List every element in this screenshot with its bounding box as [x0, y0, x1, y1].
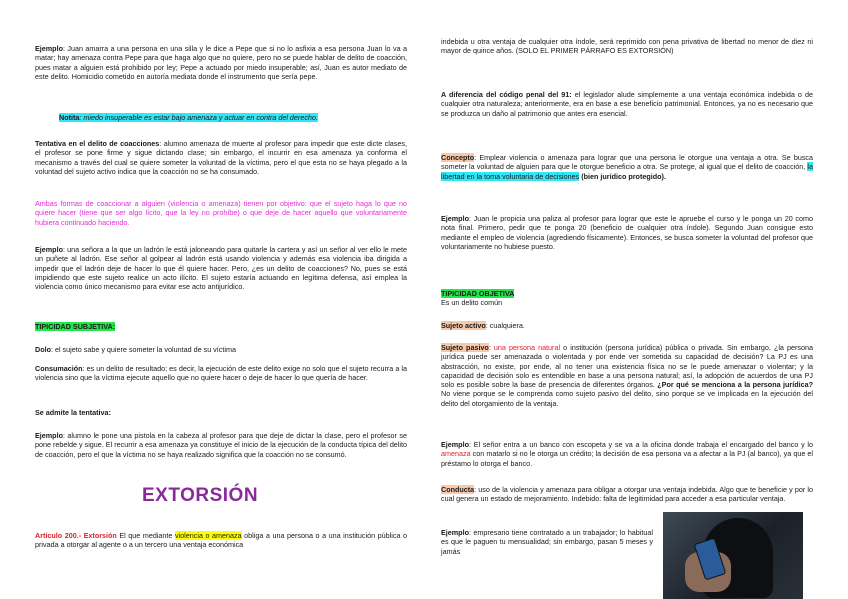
label: Tentativa en el delito de coacciones [35, 139, 160, 148]
paragraph-banco [441, 440, 813, 468]
label: Notita [59, 113, 80, 122]
text: : Emplear violencia o amenaza para lograr que una persona le otorgue una ventaja a otra. Se busca someter la voluntad de alguien para que le otorgue beneficio a otra. Se protege, al igual que el delito de coacción, [441, 153, 813, 172]
text: : miedo insuperable es estar bajo amenaza y actuar en contra del derecho. [79, 113, 318, 122]
text: : El señor entra a un banco con escopeta y se va a la oficina donde trabaja el encargado del banco y lo [468, 440, 813, 449]
paragraph-articulo-200 [35, 531, 407, 550]
label: Ejemplo [35, 44, 63, 53]
text: : cualquiera. [485, 321, 525, 330]
label: Ejemplo [35, 431, 63, 440]
text: El que mediante [116, 531, 175, 540]
label: Concepto [441, 153, 475, 162]
hooded-person-phone-photo [663, 512, 803, 599]
label: Artículo 200.- Extorsión [35, 531, 117, 540]
paragraph-ambas-formas: Ambas formas de coaccionar a alguien (violencia o amenaza) tienen por objetivo: que el sujeto haga lo que no quiere hacer (tiene que ser algo lícito, que la ley no prohíbe) o que deje de hacer aquello que voluntariamente hubiera continuado haciendo. [35, 199, 407, 227]
section-title-extorsion: EXTORSIÓN [142, 485, 259, 506]
paragraph-empresario [441, 528, 653, 556]
paragraph-pistola [35, 431, 407, 459]
paragraph-concepto [441, 153, 813, 181]
text-2: o institución (persona jurídica) pública o privada. Sin embargo, ¿la persona jurídica puede ser amenazada o violentada y por ende ver sometida su capacidad de decisión? La PJ es una abstracción, no existe, por ende, al no tener una existencia física no se le puede amenazar o violentar; y la capacidad de decisión solo es entendible en base a una persona natural; así, la adopción de acuerdos de una PJ solo es posible sobre la base de presencia de diferentes órganos. [441, 343, 813, 390]
paragraph-juan-pepe [35, 44, 407, 81]
paragraph-conducta [441, 485, 813, 504]
text: : [488, 343, 494, 352]
note-miedo [59, 113, 407, 122]
label: Ejemplo [441, 528, 469, 537]
label: Ejemplo [35, 245, 63, 254]
highlight: la libertad en la toma voluntaria de decisiones [441, 162, 813, 181]
text: : el sujeto sabe y quiere someter la voluntad de su víctima [50, 345, 236, 354]
text-2: (bien jurídico protegido). [579, 171, 666, 181]
paragraph-sujeto-activo [441, 321, 813, 330]
text-delito-comun: Es un delito común [441, 298, 503, 307]
text: el legislador alude simplemente a una ventaja económica indebida o de cualquier otra naturaleza; anteriormente, era en base a ese beneficio patrimonial. Entonces, ya no es necesario que se produzca un daño al patrimonio que antes era esencial. [441, 90, 813, 118]
label: Ejemplo [441, 440, 469, 449]
heading-se-admite-tentativa: Se admite la tentativa: [35, 408, 111, 417]
text: : Juan le propicia una paliza al profesor para lograr que este le apruebe el curso y le ponga un 20 como nota final. Primero, pedir que te ponga 20 (beneficio de cualquier otra índole). Segundo Juan consigue esto mediante el empleo de violencia (agrediendo físicamente). Entonces, se busca someter la voluntad del profesor que voluntariamente no hubiese puesto. [441, 214, 813, 251]
text: : empresario tiene contratado a un trabajador; lo habitual es que le paguen tu mensualidad; sin embargo, pasan 5 meses y jamás [441, 528, 653, 556]
text-2: con matarlo si no le otorga un crédito; la decisión de esa persona va a afectar a la PJ (al banco), ya que el préstamo lo otorga el banco. [441, 449, 813, 468]
label: Dolo [35, 345, 51, 354]
text-2: obliga a una persona o a una institución pública o privada a otorgar al agente o a un tercero una ventaja económica [35, 531, 407, 550]
highlight: violencia o amenaza [174, 531, 242, 540]
red-text: una persona natural [493, 343, 561, 352]
label: Sujeto activo [441, 321, 486, 330]
text: : alumno le pone una pistola en la cabeza al profesor para que deje de dictar la clase, pero el profesor se pone rebelde y sigue. El recurrir a esa amenaza ya constituye el inicio de la ejecución de la conducta típica del delito de coacción, pero el que la víctima no se haya realizado significa que la coacción no se consumó. [35, 431, 407, 459]
text: : uso de la violencia y amenaza para obligar a otorgar una ventaja indebida. Algo que te beneficie y por lo cual genera un estado de mejoramiento. Indebido: falta de legitimidad para acceder a esa particular ventaja. [441, 485, 813, 504]
paragraph-senora-ladron [35, 245, 407, 291]
label: A diferencia del código penal del 91: [441, 90, 572, 99]
text: : una señora a la que un ladrón le está jaloneando para quitarle la cartera y así un señor al ver ello le mete un puñete al ladrón. Ese señor al golpear al ladrón está usando violencia y además esa violencia iba dirigida a impedir que el ladrón deje de hacer lo que él quiere hacer. Pero, ¿es un delito de coacciones? No, pues se está impidiendo que este sujeto realice un acto ilícito. El sujeto estaría actuando en legítima defensa, así emplea la violencia como único mecanismo para evitar ese acto antijurídico. [35, 245, 407, 292]
paragraph-juan-paliza [441, 214, 813, 251]
heading-tipicidad-objetiva: TIPICIDAD OBJETIVA [441, 289, 515, 298]
paragraph-dolo [35, 345, 407, 354]
paragraph-tentativa-coacciones [35, 139, 407, 176]
text: : alumno amenaza de muerte al profesor para impedir que este dicte clases, el profesor se pone firme y sigue dictando clase; sin embargo, el incurrir en esa amenaza ya conforma el mecanismo a través del cual se quiere someter la voluntad de la víctima, pero el que esta no se haya plegado a la voluntad del sujeto activo indica que la coacción no se ha consumado. [35, 139, 407, 176]
paragraph-codigo-91 [441, 90, 813, 118]
text: : es un delito de resultado; es decir, la ejecución de este delito exige no solo que el sujeto recurra a la violencia sino que la víctima ejecute aquello que no quiere hacer o deje de hacer lo que quería de hacer. [35, 364, 407, 383]
text-3: No viene porque se le comprenda como sujeto pasivo del delito, sino porque se ve implicada en la ejecución del delito del otorgamiento de la ventaja. [441, 389, 813, 408]
paragraph-consumacion [35, 364, 407, 383]
label: Conducta [441, 485, 475, 494]
heading-tipicidad-subjetiva: TIPICIDAD SUBJETIVA: [35, 322, 116, 331]
text: : Juan amarra a una persona en una silla y le dice a Pepe que si no lo asfixia a esa persona Juan lo va a matar; hay amenaza contra Pepe para que haga algo que no quiere, pero no se puede hablar de delito de coacción, pues matar a alguien está prohibido por ley; Pepe a actuado por miedo insuperable; así, Juan es autor mediato de este delito. Homicidio cometido en autoría mediata donde el instrumento que sería pepe. [35, 44, 407, 81]
label: Sujeto pasivo [441, 343, 489, 352]
label: Ejemplo [441, 214, 469, 223]
paragraph-sujeto-pasivo [441, 343, 813, 408]
paragraph-indebida: indebida u otra ventaja de cualquier otra índole, será reprimido con pena privativa de libertad no menor de diez ni mayor de quince años. (SOLO EL PRIMER PÁRRAFO ES EXTORSIÓN) [441, 37, 813, 56]
label: Consumación [35, 364, 83, 373]
red-text: amenaza [441, 449, 471, 459]
bold-question: ¿Por qué se menciona a la persona jurídica? [657, 380, 813, 390]
